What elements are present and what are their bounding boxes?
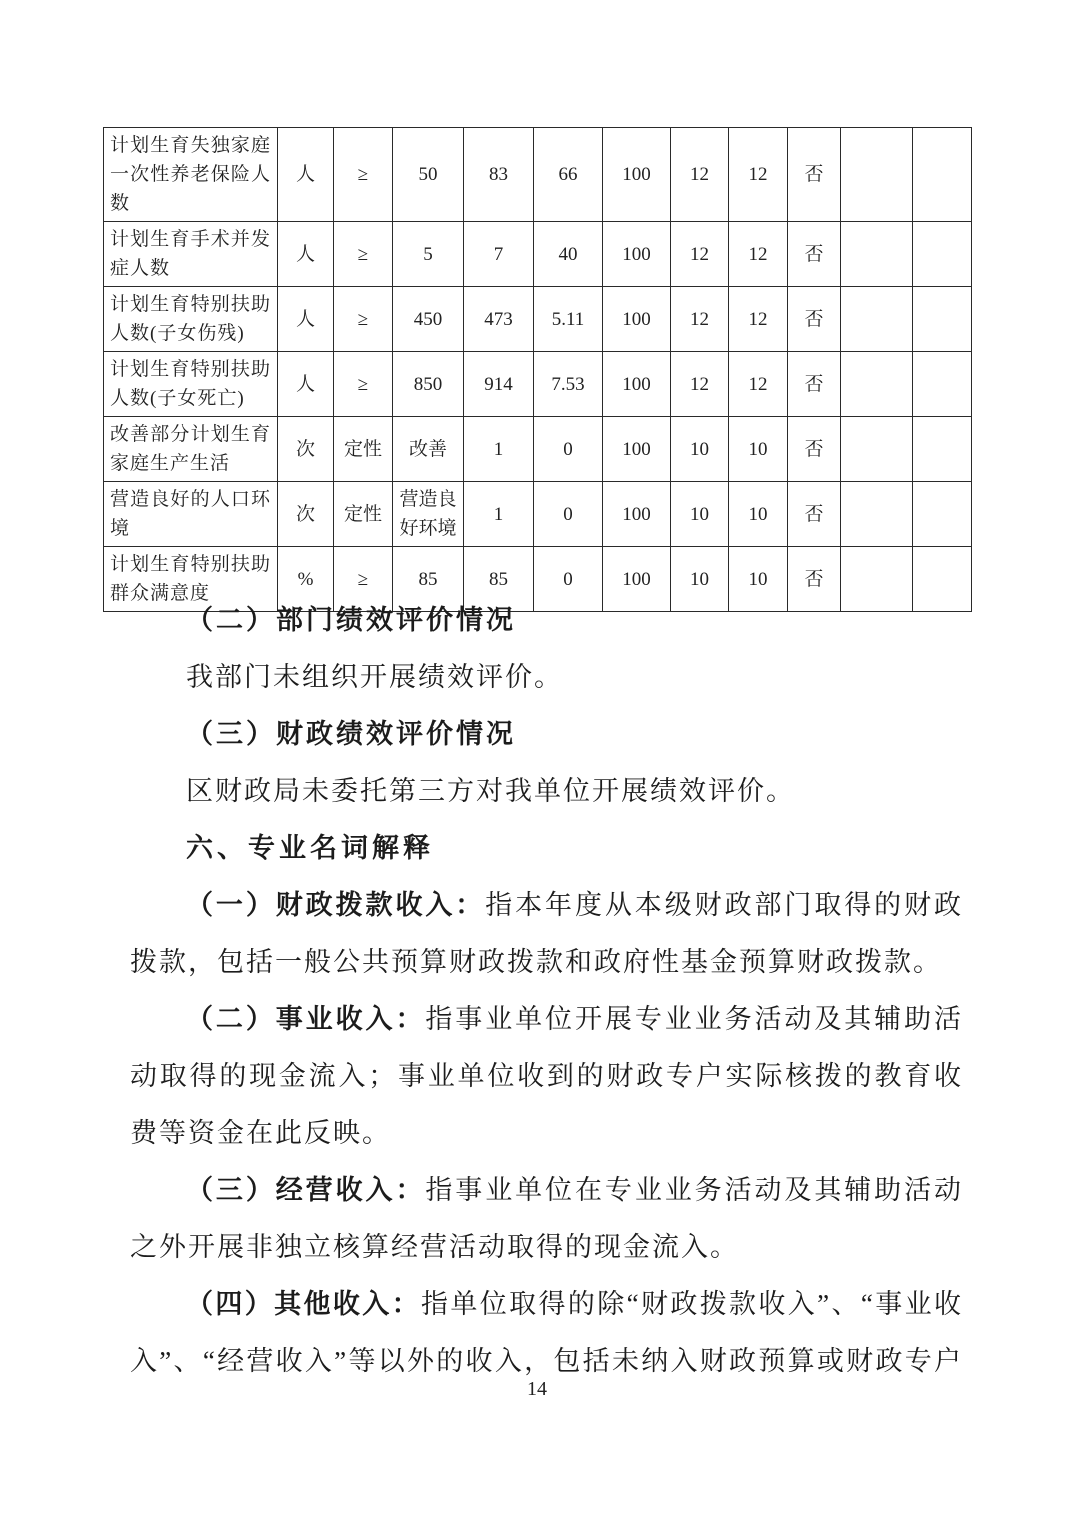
table-row bbox=[104, 222, 972, 287]
table-cell: 100 bbox=[603, 287, 671, 352]
table-cell: 1 bbox=[464, 482, 534, 547]
table-cell: 7 bbox=[464, 222, 534, 287]
table-cell: 40 bbox=[534, 222, 603, 287]
table-cell: 人 bbox=[278, 128, 334, 222]
table-cell: 否 bbox=[788, 547, 841, 612]
table-cell: 计划生育特别扶助人数(子女死亡) bbox=[104, 352, 278, 417]
table-cell bbox=[841, 417, 913, 482]
table-cell: 50 bbox=[393, 128, 464, 222]
table-cell: 12 bbox=[729, 352, 788, 417]
table-cell: 人 bbox=[278, 287, 334, 352]
table-cell bbox=[841, 352, 913, 417]
term-text-2: 指事业单位开展专业业务活动及其辅助活动取得的现金流入；事业单位收到的财政专户实际核拨的教育收费等资金在此反映。 bbox=[130, 1004, 964, 1148]
table-cell: 100 bbox=[603, 482, 671, 547]
table-cell: 10 bbox=[671, 547, 729, 612]
table-cell: 5 bbox=[393, 222, 464, 287]
table-cell: 0 bbox=[534, 417, 603, 482]
table-cell: 计划生育特别扶助人数(子女伤残) bbox=[104, 287, 278, 352]
table-cell bbox=[913, 287, 972, 352]
term-text-1: 指本年度从本级财政部门取得的财政拨款，包括一般公共预算财政拨款和政府性基金预算财政拨款。 bbox=[130, 890, 964, 977]
table-cell: 否 bbox=[788, 417, 841, 482]
table-cell: 否 bbox=[788, 352, 841, 417]
table-cell: 人 bbox=[278, 222, 334, 287]
performance-indicator-table bbox=[103, 127, 972, 612]
table-row bbox=[104, 417, 972, 482]
table-cell: 10 bbox=[671, 482, 729, 547]
table-cell: 营造良好的人口环境 bbox=[104, 482, 278, 547]
term-lead-2: （二）事业收入： bbox=[186, 1004, 426, 1034]
table-cell: 否 bbox=[788, 287, 841, 352]
table-row bbox=[104, 352, 972, 417]
table-cell: 12 bbox=[729, 287, 788, 352]
table-cell bbox=[841, 128, 913, 222]
term-lead-3: （三）经营收入： bbox=[186, 1175, 426, 1205]
table-cell: 1 bbox=[464, 417, 534, 482]
table-cell: 10 bbox=[729, 547, 788, 612]
table-cell: 12 bbox=[671, 287, 729, 352]
table-cell: 450 bbox=[393, 287, 464, 352]
table-cell: 人 bbox=[278, 352, 334, 417]
section-paragraph-2: 我部门未组织开展绩效评价。 bbox=[186, 662, 563, 692]
table-cell: 营造良好环境 bbox=[393, 482, 464, 547]
term-paragraph-2 bbox=[130, 991, 963, 1162]
section-paragraph-3: 区财政局未委托第三方对我单位开展绩效评价。 bbox=[186, 776, 795, 806]
table-row bbox=[104, 128, 972, 222]
table-cell: 否 bbox=[788, 128, 841, 222]
table-cell: 100 bbox=[603, 417, 671, 482]
term-paragraph-3 bbox=[130, 1162, 963, 1276]
table-cell: 12 bbox=[729, 222, 788, 287]
table-cell bbox=[841, 482, 913, 547]
table-cell: ≥ bbox=[334, 352, 393, 417]
term-paragraph-4 bbox=[130, 1276, 963, 1390]
table-cell: 计划生育失独家庭一次性养老保险人数 bbox=[104, 128, 278, 222]
table-cell: 100 bbox=[603, 547, 671, 612]
indicator-table-body bbox=[104, 128, 972, 612]
table-cell: 改善 bbox=[393, 417, 464, 482]
table-cell: 12 bbox=[729, 128, 788, 222]
table-cell: 5.11 bbox=[534, 287, 603, 352]
page-number: 14 bbox=[527, 1378, 547, 1400]
table-cell: 12 bbox=[671, 222, 729, 287]
table-row bbox=[104, 482, 972, 547]
table-cell: 否 bbox=[788, 482, 841, 547]
table-cell: ≥ bbox=[334, 222, 393, 287]
table-cell: ≥ bbox=[334, 547, 393, 612]
table-cell: 改善部分计划生育家庭生产生活 bbox=[104, 417, 278, 482]
table-cell bbox=[913, 352, 972, 417]
section-heading-6: 六、专业名词解释 bbox=[186, 833, 434, 863]
table-cell: 85 bbox=[393, 547, 464, 612]
table-cell: 10 bbox=[671, 417, 729, 482]
table-cell: 100 bbox=[603, 128, 671, 222]
table-cell: 否 bbox=[788, 222, 841, 287]
table-cell bbox=[913, 482, 972, 547]
table-cell: 83 bbox=[464, 128, 534, 222]
table-cell: ≥ bbox=[334, 287, 393, 352]
term-lead-1: （一）财政拨款收入： bbox=[186, 890, 486, 920]
table-cell: 7.53 bbox=[534, 352, 603, 417]
table-cell: % bbox=[278, 547, 334, 612]
table-cell: 次 bbox=[278, 482, 334, 547]
table-cell: 次 bbox=[278, 417, 334, 482]
table-cell: 计划生育手术并发症人数 bbox=[104, 222, 278, 287]
term-paragraph-1 bbox=[130, 877, 963, 991]
table-cell: 914 bbox=[464, 352, 534, 417]
table-cell: 12 bbox=[671, 128, 729, 222]
table-cell: 100 bbox=[603, 352, 671, 417]
table-cell bbox=[841, 222, 913, 287]
table-cell: 850 bbox=[393, 352, 464, 417]
table-cell: 10 bbox=[729, 482, 788, 547]
table-cell: 10 bbox=[729, 417, 788, 482]
table-cell: 100 bbox=[603, 222, 671, 287]
term-text-3: 指事业单位在专业业务活动及其辅助活动之外开展非独立核算经营活动取得的现金流入。 bbox=[130, 1175, 964, 1262]
table-cell: 计划生育特别扶助群众满意度 bbox=[104, 547, 278, 612]
table-cell bbox=[841, 287, 913, 352]
section-heading-3: （三）财政绩效评价情况 bbox=[186, 719, 516, 749]
section-heading-2: （二）部门绩效评价情况 bbox=[186, 605, 516, 635]
table-cell: ≥ bbox=[334, 128, 393, 222]
table-cell: 66 bbox=[534, 128, 603, 222]
table-cell: 定性 bbox=[334, 417, 393, 482]
table-cell bbox=[913, 222, 972, 287]
table-cell: 0 bbox=[534, 547, 603, 612]
table-cell bbox=[913, 417, 972, 482]
term-text-4: 指单位取得的除“财政拨款收入”、“事业收入”、“经营收入”等以外的收入，包括未纳入财政预算或财政专户 bbox=[130, 1289, 964, 1376]
table-cell: 473 bbox=[464, 287, 534, 352]
table-cell: 85 bbox=[464, 547, 534, 612]
table-cell: 12 bbox=[671, 352, 729, 417]
table-cell: 0 bbox=[534, 482, 603, 547]
table-row bbox=[104, 287, 972, 352]
table-cell bbox=[913, 128, 972, 222]
table-cell: 定性 bbox=[334, 482, 393, 547]
body-text-block bbox=[130, 592, 963, 1390]
term-lead-4: （四）其他收入： bbox=[186, 1289, 421, 1319]
